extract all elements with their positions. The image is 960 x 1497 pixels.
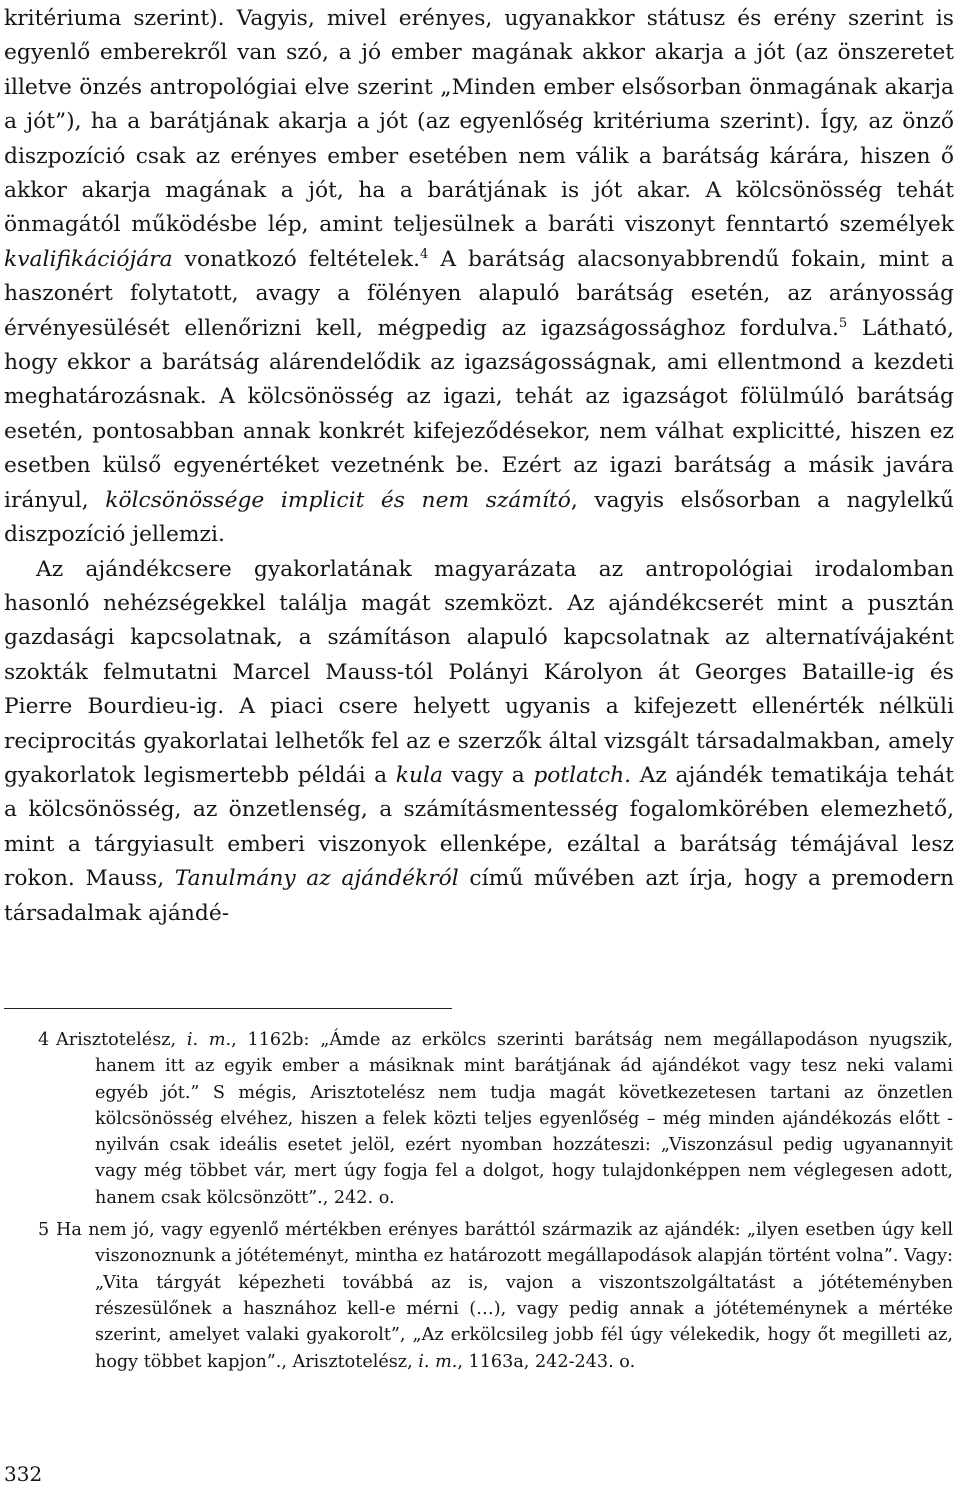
body-text: [4, 2, 954, 931]
text-run: Az ajándékcsere gyakorlatának magyarázata az antropológiai irodalomban hasonló nehézségekkel találja magát szemközt. Az ajándékcserét mint a pusztán gazdasági kapcsolatnak, a számításon alapuló kapcsolatnak az alternatívájaként szokták felmutatni Marcel Mauss-tól Polányi Károlyon át Georges Bataille-ig és Pierre Bourdieu-ig. A piaci csere helyett ugyanis a kifejezett ellenérték nélküli reciprocitás gyakorlatai lelhetők fel az e szerzők által vizsgált társadalmakban, amely gyakorlatok legismertebb példái a: [4, 556, 954, 788]
page-number: 332: [4, 1462, 43, 1486]
footnote-number: 5: [38, 1220, 50, 1241]
text-run: vagy a: [442, 762, 534, 788]
footnotes: [38, 1027, 953, 1381]
emphasis: i. m.: [418, 1351, 458, 1372]
text-run: kritériuma szerint). Vagyis, mivel erényes, ugyanakkor státusz és erény szerint is egyenlő emberekről van szó, a jó ember magának akkor akarja a jót (az önszeretet illetve önzés antropológiai elve szerint „Minden ember elsősorban önmagának akarja a jót”), ha a barátjának akarja a jót (az egyenlőség kritériuma szerint). Így, az önző diszpozíció csak az erényes ember esetében nem válik a barátság kárára, hiszen ő akkor akarja magának a jót, ha a barátjának is jót akar. A kölcsönösség tehát önmagától működésbe lép, amint teljesülnek a baráti viszonyt fenntartó személyek: [4, 6, 954, 238]
footnote-5: [38, 1217, 953, 1375]
footnote-ref-4[interactable]: 4: [420, 247, 429, 262]
emphasis: Tanulmány az ajándékról: [174, 866, 459, 892]
text-run: . Az ajándék tematikája tehát a kölcsönösség, az önzetlenség, a számításmentesség fogalomkörében elemezhető, mint a tárgyiasult emberi viszonyok ellenképe, ezáltal a barátság témájával lesz rokon. Mauss,: [4, 762, 954, 892]
text-run: , 1163a, 242-243. o.: [457, 1351, 636, 1372]
text-run: , vagyis elsősorban a nagylelkű diszpozíció jellemzi.: [4, 487, 954, 548]
text-run: című művében azt írja, hogy a premodern társadalmak ajándé-: [4, 866, 954, 926]
emphasis: potlatch: [533, 762, 625, 788]
paragraph-1: [4, 2, 954, 553]
text-run: , 1162b: „Ámde az erkölcs szerinti barátság nem megállapodáson nyugszik, hanem itt az egyik ember a másiknak mint barátjának ád ajándékot vagy tesz neki valami egyéb jót.” S mégis, Arisztotelész nem tudja magát következetesen tartani az önzetlen kölcsönösség elvéhez, hiszen a felek közti teljes egyenlőség – még minden ajándékozás előtt - nyilván csak ideális esetet jelöl, ezért nyomban hozzáteszi: „Viszonzásul pedig ugyanannyit vagy még többet vár, mert úgy fogja fel a dolgot, hogy tulajdonképpen nem véglegesen adott, hanem csak kölcsönzött”., 242. o.: [95, 1030, 953, 1208]
emphasis: kula: [395, 762, 443, 788]
emphasis: kvalifikációjára: [4, 246, 173, 272]
text-run: vonatkozó feltételek.: [172, 246, 421, 272]
text-run: Látható, hogy ekkor a barátság alárendelődik az igazságosságnak, ami ellentmond a kezdeti meghatározásnak. A kölcsönösség az igazi, tehát az igazságot fölülmúló barátság esetén, pontosabban annak konkrét kifejeződésekor, nem válhat explicitté, hiszen ez esetben külső egyenértéket vezetnénk be. Ezért az igazi barátság a másik javára irányul,: [4, 315, 954, 513]
footnote-number: 4: [38, 1030, 50, 1050]
footnote-4: [38, 1027, 953, 1211]
paragraph-2: [4, 553, 954, 931]
footnote-divider: [4, 1008, 452, 1009]
text-run: Arisztotelész,: [56, 1030, 187, 1050]
emphasis: i. m.: [186, 1030, 232, 1050]
footnote-ref-5[interactable]: 5: [838, 315, 848, 331]
emphasis: kölcsönössége implicit és nem számító: [105, 487, 571, 513]
text-run: Ha nem jó, vagy egyenlő mértékben erényes baráttól származik az ajándék: „ilyen esetben úgy kell viszonoznunk a jótéteményt, mintha ez határozott megállapodások alapján történt volna”. Vagy: „Vita tárgyát képezheti továbbá az is, vajon a viszontszolgáltatást a jótéteményben részesülőnek a hasznához kell-e mérni (…), vagy pedig annak a jótéteménynek a mértéke szerint, amelyet valaki gyakorolt”, „Az erkölcsileg jobb fél úgy vélekedik, hogy őt megilleti az, hogy többet kapjon”., Arisztotelész,: [56, 1220, 953, 1372]
text-run: A barátság alacsonyabbrendű fokain, mint a haszonért folytatott, avagy a fölényen alapuló barátság esetén, az arányosság érvényesülését ellenőrizni kell, mégpedig az igazságossághoz fordulva.: [4, 246, 954, 341]
